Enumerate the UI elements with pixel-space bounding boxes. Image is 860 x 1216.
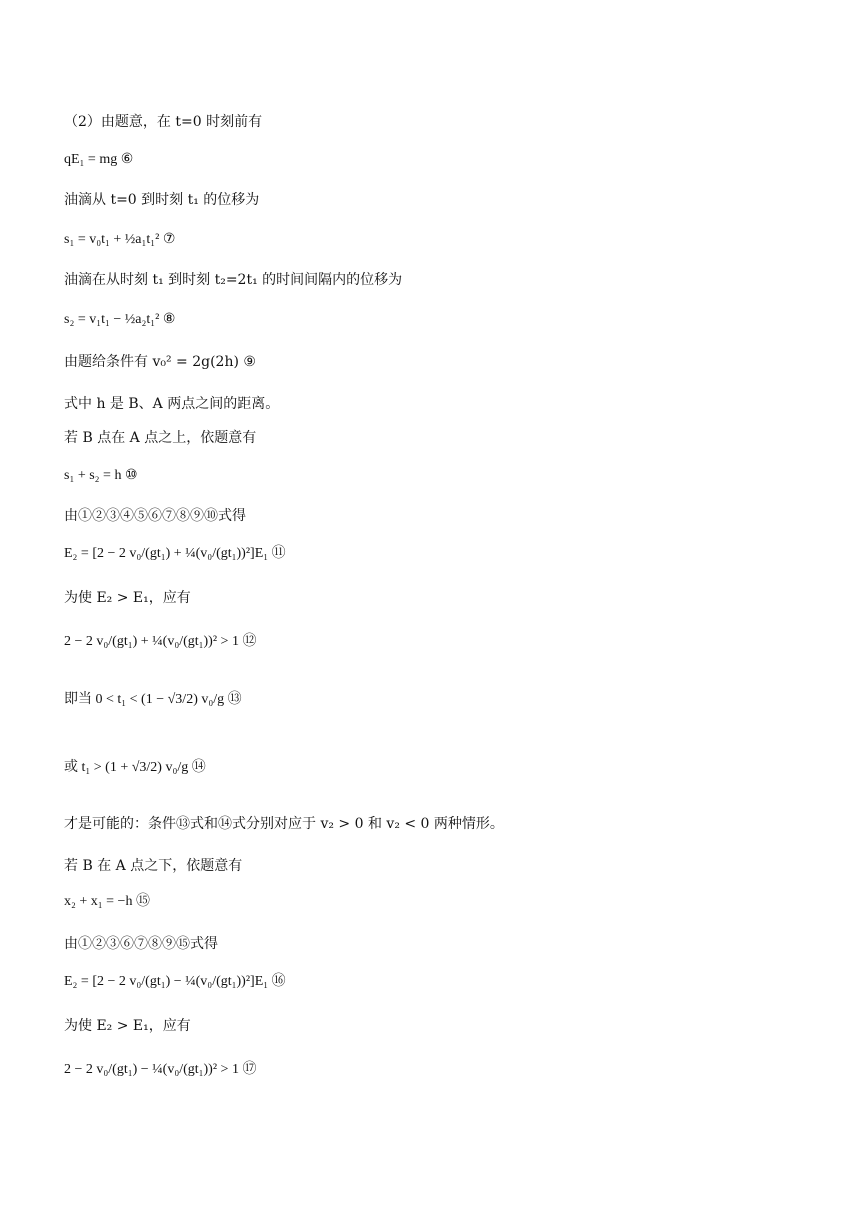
equation-6: qE₁ = mg ⑥ xyxy=(64,152,134,167)
equation-13: 即当 0 < t₁ < (1 − √3/2) v₀/g ⑬ xyxy=(64,692,242,707)
text-line-8: 式中 h 是 B、A 两点之间的距离。 xyxy=(64,396,280,412)
text-line-11: 由①②③④⑤⑥⑦⑧⑨⑩式得 xyxy=(64,508,246,524)
equation-16: E₂ = [2 − 2 v₀/(gt₁) − ¼(v₀/(gt₁))²]E₁ ⑯ xyxy=(64,974,286,989)
text-line-3: 油滴从 t=0 到时刻 t₁ 的位移为 xyxy=(64,192,260,208)
equation-8: s₂ = v₁t₁ − ½a₂t₁² ⑧ xyxy=(64,312,176,327)
text-line-9: 若 B 点在 A 点之上，依题意有 xyxy=(64,430,257,446)
equation-12: 2 − 2 v₀/(gt₁) + ¼(v₀/(gt₁))² > 1 ⑫ xyxy=(64,634,257,649)
equation-9-line: 由题给条件有 v₀² = 2g(2h) ⑨ xyxy=(64,354,256,370)
equation-11: E₂ = [2 − 2 v₀/(gt₁) + ¼(v₀/(gt₁))²]E₁ ⑪ xyxy=(64,546,286,561)
equation-15: x₂ + x₁ = −h ⑮ xyxy=(64,894,150,909)
equation-14: 或 t₁ > (1 + √3/2) v₀/g ⑭ xyxy=(64,760,206,775)
text-line-20: 由①②③⑥⑦⑧⑨⑮式得 xyxy=(64,936,218,952)
text-line-17: 才是可能的：条件⑬式和⑭式分别对应于 v₂ > 0 和 v₂ < 0 两种情形。 xyxy=(64,816,504,832)
equation-7: s₁ = v₀t₁ + ½a₁t₁² ⑦ xyxy=(64,232,176,247)
equation-10: s₁ + s₂ = h ⑩ xyxy=(64,468,138,483)
text-line-1: （2）由题意，在 t=0 时刻前有 xyxy=(64,114,263,130)
text-line-13: 为使 E₂ > E₁，应有 xyxy=(64,590,191,606)
text-line-22: 为使 E₂ > E₁，应有 xyxy=(64,1018,191,1034)
text-line-18: 若 B 在 A 点之下，依题意有 xyxy=(64,858,243,874)
equation-17: 2 − 2 v₀/(gt₁) − ¼(v₀/(gt₁))² > 1 ⑰ xyxy=(64,1062,257,1077)
text-line-5: 油滴在从时刻 t₁ 到时刻 t₂=2t₁ 的时间间隔内的位移为 xyxy=(64,272,403,288)
